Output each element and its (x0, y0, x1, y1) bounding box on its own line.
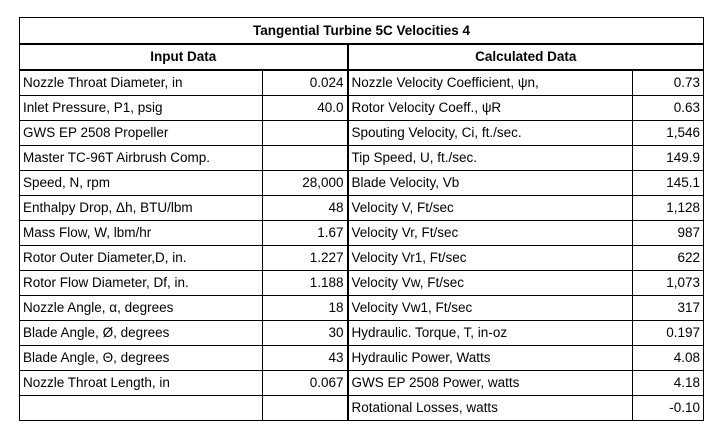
table-title: Tangential Turbine 5C Velocities 4 (20, 18, 704, 45)
calculated-value-cell: 0.73 (633, 70, 704, 96)
calculated-label-cell: Tip Speed, U, ft./sec. (348, 146, 633, 171)
calculated-label-cell: Spouting Velocity, Ci, ft./sec. (348, 121, 633, 146)
input-value-cell: 43 (263, 346, 348, 371)
calculated-label-cell: Nozzle Velocity Coefficient, ψn, (348, 70, 633, 96)
calculated-label-cell: GWS EP 2508 Power, watts (348, 371, 633, 396)
input-value-cell: 1.227 (263, 246, 348, 271)
input-value-cell (263, 121, 348, 146)
input-label-cell: Nozzle Throat Length, in (20, 371, 263, 396)
calculated-value-cell: 622 (633, 246, 704, 271)
input-label-cell: Master TC-96T Airbrush Comp. (20, 146, 263, 171)
calculated-value-cell: 1,128 (633, 196, 704, 221)
input-label-cell: Speed, N, rpm (20, 171, 263, 196)
table-row (20, 70, 704, 96)
table-row (20, 146, 704, 171)
input-value-cell: 0.024 (263, 70, 348, 96)
input-label-cell: Enthalpy Drop, Δh, BTU/lbm (20, 196, 263, 221)
input-value-cell (263, 396, 348, 421)
input-value-cell (263, 146, 348, 171)
table-row (20, 121, 704, 146)
input-label-cell: Rotor Flow Diameter, Df, in. (20, 271, 263, 296)
input-label-cell: Nozzle Throat Diameter, in (20, 70, 263, 96)
header-row (20, 44, 704, 70)
calculated-value-cell: 149.9 (633, 146, 704, 171)
input-value-cell: 30 (263, 321, 348, 346)
table-row (20, 221, 704, 246)
title-row (20, 18, 704, 45)
table-row (20, 346, 704, 371)
input-value-cell: 1.67 (263, 221, 348, 246)
input-label-cell: Inlet Pressure, P1, psig (20, 96, 263, 121)
input-label-cell: Mass Flow, W, lbm/hr (20, 221, 263, 246)
table-row (20, 271, 704, 296)
calculated-value-cell: 987 (633, 221, 704, 246)
calculated-value-cell: -0.10 (633, 396, 704, 421)
input-label-cell: Rotor Outer Diameter,D, in. (20, 246, 263, 271)
input-value-cell: 1.188 (263, 271, 348, 296)
calculated-label-cell: Velocity Vw1, Ft/sec (348, 296, 633, 321)
calculated-value-cell: 145.1 (633, 171, 704, 196)
input-value-cell: 0.067 (263, 371, 348, 396)
calculated-value-cell: 1,546 (633, 121, 704, 146)
calculated-label-cell: Rotor Velocity Coeff., ψR (348, 96, 633, 121)
turbine-velocities-table (19, 17, 704, 421)
table-row (20, 96, 704, 121)
calculated-label-cell: Velocity Vr1, Ft/sec (348, 246, 633, 271)
input-label-cell: Blade Angle, Ø, degrees (20, 321, 263, 346)
calculated-value-cell: 4.18 (633, 371, 704, 396)
input-label-cell: Nozzle Angle, α, degrees (20, 296, 263, 321)
table-row (20, 171, 704, 196)
table-row (20, 296, 704, 321)
calculated-label-cell: Rotational Losses, watts (348, 396, 633, 421)
calculated-label-cell: Blade Velocity, Vb (348, 171, 633, 196)
calculated-value-cell: 317 (633, 296, 704, 321)
table-row (20, 371, 704, 396)
input-data-header: Input Data (20, 44, 348, 70)
table-row (20, 246, 704, 271)
input-label-cell: GWS EP 2508 Propeller (20, 121, 263, 146)
calculated-label-cell: Velocity Vr, Ft/sec (348, 221, 633, 246)
table-row (20, 196, 704, 221)
input-label-cell (20, 396, 263, 421)
calculated-value-cell: 1,073 (633, 271, 704, 296)
calculated-value-cell: 0.63 (633, 96, 704, 121)
table-row (20, 396, 704, 421)
calculated-value-cell: 0.197 (633, 321, 704, 346)
calculated-value-cell: 4.08 (633, 346, 704, 371)
table-row (20, 321, 704, 346)
input-value-cell: 48 (263, 196, 348, 221)
input-value-cell: 28,000 (263, 171, 348, 196)
calculated-label-cell: Velocity Vw, Ft/sec (348, 271, 633, 296)
calculated-data-header: Calculated Data (348, 44, 704, 70)
input-value-cell: 18 (263, 296, 348, 321)
calculated-label-cell: Hydraulic. Torque, T, in-oz (348, 321, 633, 346)
calculated-label-cell: Hydraulic Power, Watts (348, 346, 633, 371)
input-value-cell: 40.0 (263, 96, 348, 121)
input-label-cell: Blade Angle, Θ, degrees (20, 346, 263, 371)
calculated-label-cell: Velocity V, Ft/sec (348, 196, 633, 221)
